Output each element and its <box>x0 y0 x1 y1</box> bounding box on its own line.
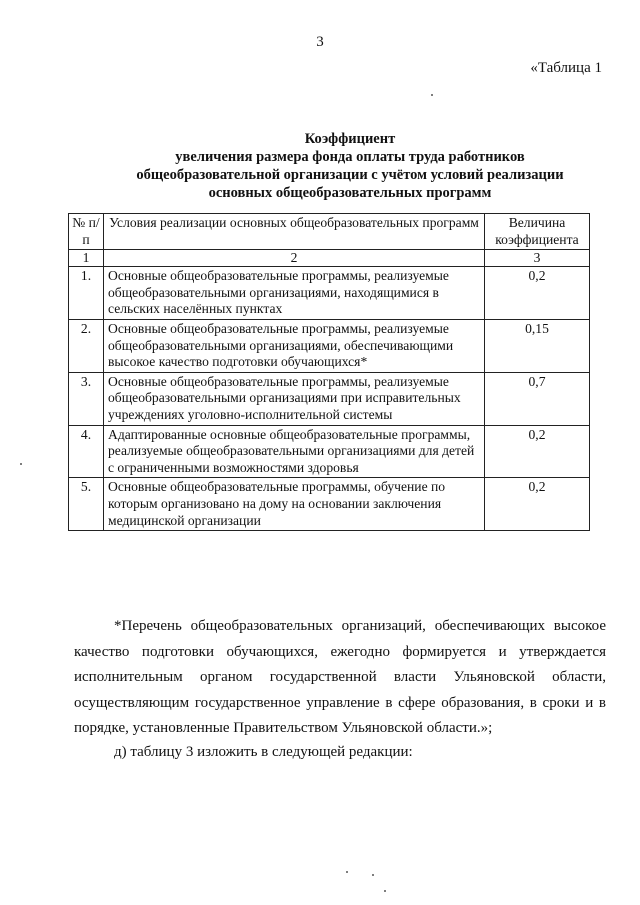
row-condition: Адаптированные основные общеобразовательные программы, реализуемые общеобразовательными организациями для детей с ограниченными возможностями здоровья <box>104 425 485 478</box>
row-condition: Основные общеобразовательные программы, реализуемые общеобразовательными организациями при исправительных учреждениях уголовно-исполнительной системы <box>104 372 485 425</box>
row-num: 3. <box>69 372 104 425</box>
footnote: *Перечень общеобразовательных организаций, обеспечивающих высокое качество подготовки обучающихся, ежегодно формируется и утверждается исполнительным органом государственной власти Ульяновской области, осуществляющим государственное управление в сфере образования, в сроки и в порядке, установленные Правительством Ульяновской области.»; <box>74 618 606 737</box>
table-row <box>69 425 590 478</box>
table-title <box>60 130 640 202</box>
title-line: основных общеобразовательных программ <box>208 185 492 201</box>
row-value: 0,15 <box>485 319 590 372</box>
row-value: 0,2 <box>485 425 590 478</box>
row-num: 4. <box>69 425 104 478</box>
title-line: увеличения размера фонда оплаты труда работников <box>175 149 525 165</box>
scan-speck <box>372 874 374 876</box>
header-num: № п/п <box>69 214 104 250</box>
row-value: 0,7 <box>485 372 590 425</box>
column-index-cell: 3 <box>485 250 590 267</box>
row-num: 2. <box>69 319 104 372</box>
scan-speck <box>431 94 433 96</box>
header-condition: Условия реализации основных общеобразовательных программ <box>104 214 485 250</box>
header-value: Величина коэффициента <box>485 214 590 250</box>
amendment-instruction: д) таблицу 3 изложить в следующей редакции: <box>114 744 413 760</box>
table-row <box>69 478 590 531</box>
coefficient-table <box>68 213 590 531</box>
row-value: 0,2 <box>485 478 590 531</box>
row-condition: Основные общеобразовательные программы, реализуемые общеобразовательными организациями, находящимися в сельских населённых пунктах <box>104 267 485 320</box>
row-num: 1. <box>69 267 104 320</box>
column-index-cell: 1 <box>69 250 104 267</box>
table-label: «Таблица 1 <box>530 60 602 76</box>
title-line: Коэффициент <box>304 131 396 147</box>
row-condition: Основные общеобразовательные программы, реализуемые общеобразовательными организациями, обеспечивающими высокое качество подготовки обучающихся* <box>104 319 485 372</box>
table-header-row <box>69 214 590 250</box>
row-value: 0,2 <box>485 267 590 320</box>
row-condition: Основные общеобразовательные программы, обучение по которым организовано на дому на основании заключения медицинской организации <box>104 478 485 531</box>
row-num: 5. <box>69 478 104 531</box>
column-index-row <box>69 250 590 267</box>
column-index-cell: 2 <box>104 250 485 267</box>
table-row <box>69 319 590 372</box>
page-number: 3 <box>316 34 324 50</box>
scan-speck <box>346 871 348 873</box>
title-line: общеобразовательной организации с учётом условий реализации <box>136 167 564 183</box>
scan-speck <box>384 890 386 892</box>
table-row <box>69 372 590 425</box>
table-row <box>69 267 590 320</box>
scan-speck <box>20 463 22 465</box>
